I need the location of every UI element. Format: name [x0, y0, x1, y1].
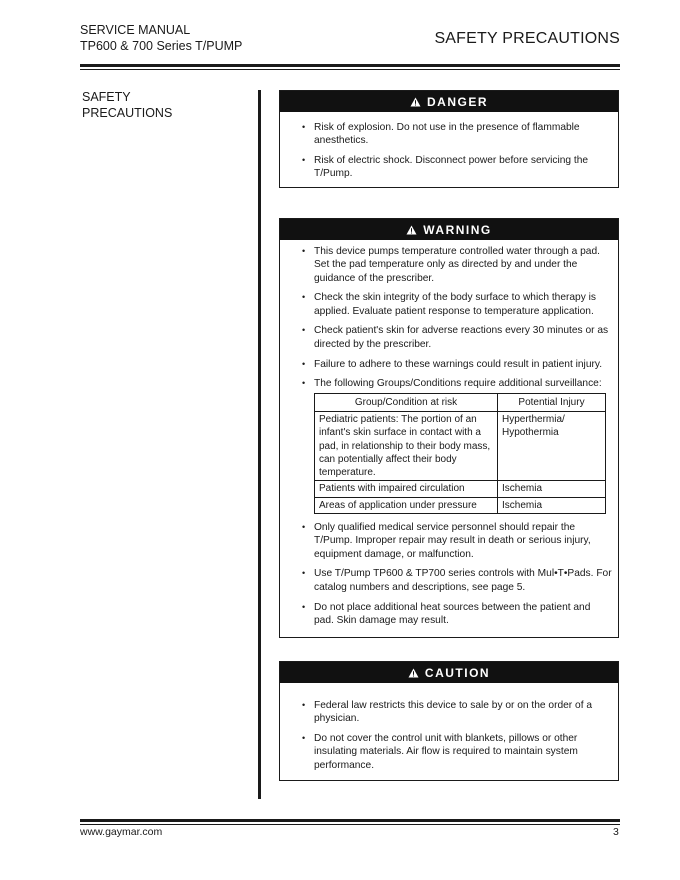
- warning-triangle-icon: [410, 97, 421, 107]
- caution-box: [279, 661, 619, 781]
- sidebar-title-line2: PRECAUTIONS: [82, 106, 173, 120]
- column-header: Group/Condition at risk: [315, 393, 498, 411]
- warning-box: [279, 218, 619, 638]
- table-cell: Ischemia: [498, 481, 606, 497]
- list-item: • Check patient's skin for adverse reactions every 30 minutes or as directed by the prescriber.: [280, 324, 618, 351]
- list-item: • Risk of explosion. Do not use in the presence of flammable anesthetics.: [280, 121, 618, 148]
- list-item: • Risk of electric shock. Disconnect power before servicing the T/Pump.: [280, 154, 618, 181]
- risk-table: [314, 393, 606, 514]
- table-cell: Pediatric patients: The portion of an infant's skin surface in contact with a pad, in relationship to their body mass, can potentially affect their body temperature.: [315, 411, 498, 480]
- page-number: 3: [613, 826, 619, 838]
- sidebar-title: [82, 89, 172, 121]
- caution-heading: CAUTION: [424, 665, 491, 680]
- list-item: • Do not cover the control unit with blankets, pillows or other insulating materials. Air flow is required to maintain system performance.: [280, 732, 618, 772]
- vertical-divider: [258, 90, 261, 799]
- footer-website-link[interactable]: www.gaymar.com: [80, 826, 163, 838]
- table-cell: Areas of application under pressure: [315, 497, 498, 513]
- header-manual-title: [80, 22, 242, 54]
- list-item: • The following Groups/Conditions require additional surveillance:: [280, 377, 618, 390]
- danger-list: [280, 121, 618, 181]
- warning-triangle-icon: [408, 668, 419, 678]
- table-row: [315, 497, 606, 513]
- list-item: • Use T/Pump TP600 & TP700 series controls with Mul•T•Pads. For catalog numbers and descriptions, see page 5.: [280, 567, 618, 594]
- column-header: Potential Injury: [498, 393, 606, 411]
- header-rule-thick: [80, 64, 620, 67]
- list-item: • Only qualified medical service personnel should repair the T/Pump. Improper repair may result in death or serious injury, equipment damage, or malfunction.: [280, 521, 618, 561]
- list-item: • This device pumps temperature controlled water through a pad. Set the pad temperature only as directed by and under the guidance of the prescriber.: [280, 245, 618, 285]
- caution-header: [280, 662, 618, 683]
- danger-heading: DANGER: [426, 94, 488, 109]
- caution-list: [280, 699, 618, 772]
- header-section-title: SAFETY PRECAUTIONS: [434, 30, 620, 47]
- list-item: • Do not place additional heat sources between the patient and pad. Skin damage may result.: [280, 601, 618, 628]
- list-item: • Failure to adhere to these warnings could result in patient injury.: [280, 358, 618, 371]
- list-item: • Check the skin integrity of the body surface to which therapy is applied. Evaluate patient response to temperature application.: [280, 291, 618, 318]
- warning-triangle-icon: [406, 225, 417, 235]
- table-row: [315, 481, 606, 497]
- sidebar-title-line1: SAFETY: [82, 90, 131, 104]
- table-cell: Patients with impaired circulation: [315, 481, 498, 497]
- list-item: • Federal law restricts this device to sale by or on the order of a physician.: [280, 699, 618, 726]
- table-cell: Ischemia: [498, 497, 606, 513]
- warning-header: [280, 219, 618, 240]
- table-header-row: [315, 393, 606, 411]
- header-rule-thin: [80, 69, 620, 70]
- header-manual-line2: TP600 & 700 Series T/PUMP: [80, 39, 243, 53]
- footer-rule-thick: [80, 819, 620, 822]
- table-row: [315, 411, 606, 480]
- header-manual-line1: SERVICE MANUAL: [80, 23, 191, 37]
- footer-rule-thin: [80, 824, 620, 825]
- table-cell: Hyperthermia/ Hypothermia: [498, 411, 606, 480]
- danger-box: [279, 90, 619, 188]
- warning-list: [280, 245, 618, 391]
- danger-header: [280, 91, 618, 112]
- warning-heading: WARNING: [423, 222, 492, 237]
- warning-list-continued: [280, 521, 618, 627]
